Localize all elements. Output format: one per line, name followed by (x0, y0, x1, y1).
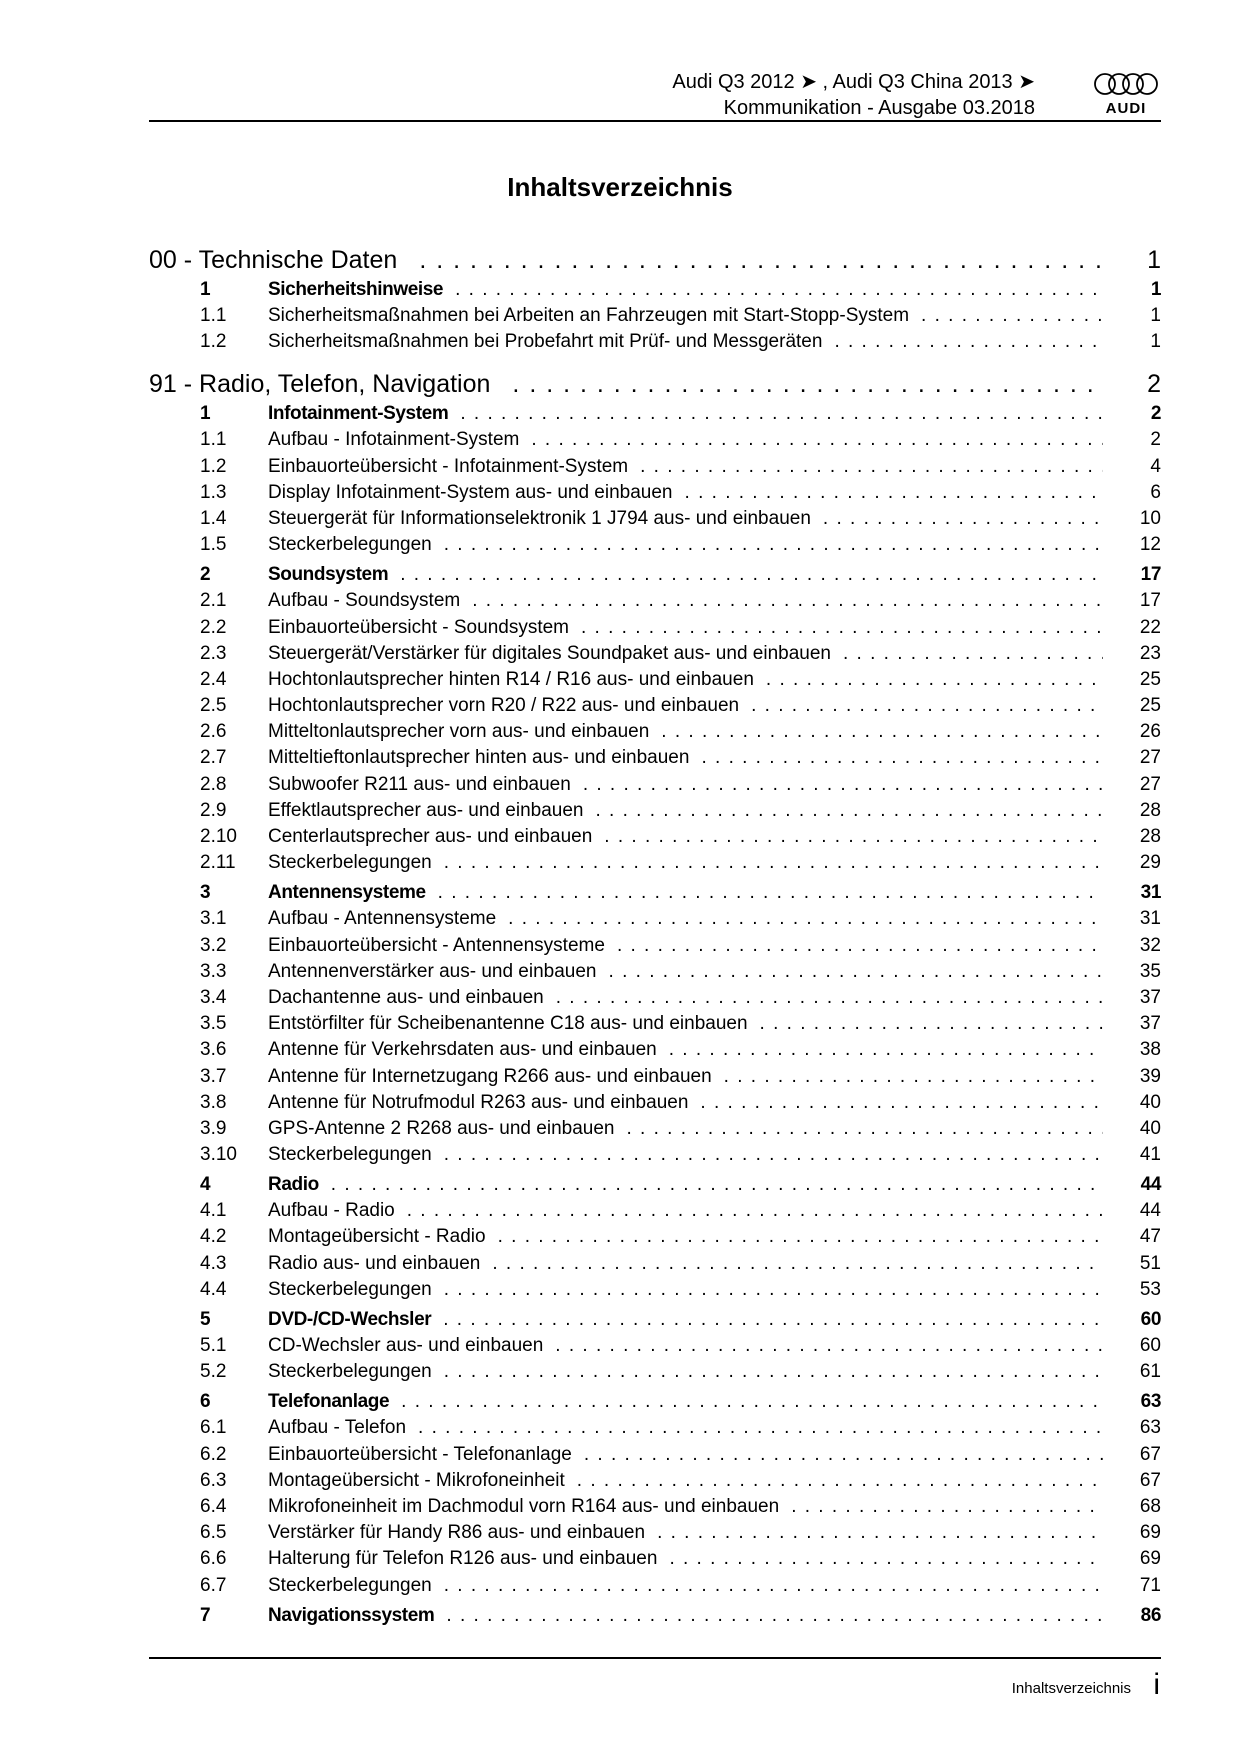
dot-leader (407, 1198, 1103, 1224)
toc-page-number: 69 (1139, 1548, 1161, 1570)
dot-leader (556, 985, 1103, 1011)
toc-page-number: 67 (1139, 1443, 1161, 1465)
toc-title[interactable]: Subwoofer R211 aus- und einbauen (268, 773, 571, 795)
toc-page-number: 37 (1139, 1013, 1161, 1035)
toc-page-number: 86 (1140, 1604, 1161, 1626)
toc-entry[interactable] (149, 667, 1161, 693)
toc-title[interactable]: Steuergerät/Verstärker für digitales Soundpaket aus- und einbauen (268, 642, 831, 664)
toc-number: 6.1 (200, 1417, 227, 1439)
toc-entry[interactable] (149, 506, 1161, 532)
dot-leader (492, 1251, 1103, 1277)
toc-page-number: 28 (1139, 826, 1161, 847)
header-vehicle-line: Audi Q3 2012 ➤ , Audi Q3 China 2013 ➤ (672, 71, 1035, 93)
audi-logo-text: AUDI (1105, 100, 1147, 117)
toc-entry[interactable] (149, 824, 1161, 850)
header-divider (149, 120, 1161, 122)
dot-leader (555, 1333, 1103, 1359)
dot-leader (640, 454, 1103, 480)
toc-page-number: 25 (1139, 668, 1161, 690)
toc-title[interactable]: Einbauorteübersicht - Soundsystem (268, 616, 569, 638)
toc-page-number: 17 (1140, 564, 1161, 586)
toc-title[interactable]: Hochtonlautsprecher hinten R14 / R16 aus- und einbauen (268, 668, 754, 690)
toc-section[interactable] (149, 401, 1161, 427)
dot-leader (584, 1442, 1103, 1468)
toc-entry[interactable] (149, 641, 1161, 667)
toc-chapter[interactable] (149, 244, 1161, 277)
toc-entry[interactable] (149, 1037, 1161, 1063)
toc-title[interactable]: Soundsystem (268, 564, 389, 586)
toc-section[interactable] (149, 1389, 1161, 1415)
toc-title[interactable]: Hochtonlautsprecher vorn R20 / R22 aus- und einbauen (268, 695, 740, 717)
toc-entry[interactable] (149, 1064, 1161, 1090)
toc-section[interactable] (149, 1307, 1161, 1333)
dot-leader (595, 798, 1103, 824)
toc-entry[interactable] (149, 1415, 1161, 1441)
toc-title[interactable]: Montageübersicht - Mikrofoneinheit (268, 1469, 565, 1491)
toc-number: 6.3 (200, 1469, 227, 1491)
toc-entry[interactable] (149, 588, 1161, 614)
toc-entry[interactable] (149, 1198, 1161, 1224)
toc-number: 1.2 (200, 455, 227, 477)
toc-number: 3.7 (200, 1065, 227, 1087)
toc-title[interactable]: Aufbau - Antennensysteme (268, 908, 497, 930)
dot-leader (921, 303, 1103, 329)
toc-title[interactable]: Aufbau - Infotainment-System (268, 429, 520, 451)
dot-leader (583, 772, 1103, 798)
dot-leader (617, 933, 1103, 959)
toc-page-number: 29 (1139, 852, 1161, 874)
dot-leader (444, 1277, 1103, 1303)
toc-number: 6.2 (200, 1443, 227, 1465)
toc-number: 7 (200, 1604, 211, 1626)
toc-number: 2.2 (200, 616, 227, 638)
toc-entry[interactable] (149, 454, 1161, 480)
dot-leader (455, 277, 1103, 303)
toc-page-number: 35 (1139, 960, 1161, 982)
dot-leader (418, 1415, 1103, 1441)
toc-entry[interactable] (149, 1442, 1161, 1468)
toc-page-number: 61 (1139, 1361, 1161, 1383)
toc-page-number: 1 (1150, 279, 1161, 300)
toc-entry[interactable] (149, 1359, 1161, 1385)
toc-number: 2.5 (200, 695, 227, 717)
toc-page-number: 38 (1139, 1039, 1161, 1061)
dot-leader (751, 693, 1103, 719)
toc-title[interactable]: Steckerbelegungen (268, 852, 432, 874)
toc-title[interactable]: Steuergerät für Informationselektronik 1 J794 aus- und einbauen (268, 507, 811, 529)
toc-number: 3.3 (200, 960, 227, 982)
toc-title[interactable]: CD-Wechsler aus- und einbauen (268, 1335, 544, 1356)
toc-title[interactable]: DVD-/CD-Wechsler (268, 1309, 432, 1330)
toc-title[interactable]: Sicherheitsmaßnahmen bei Arbeiten an Fahrzeugen mit Start-Stopp-System (268, 305, 910, 326)
toc-title[interactable]: GPS-Antenne 2 R268 aus- und einbauen (268, 1117, 615, 1139)
toc-entry[interactable] (149, 427, 1161, 453)
toc-title[interactable]: Antenne für Verkehrsdaten aus- und einbauen (268, 1039, 657, 1061)
toc-page-number: 60 (1140, 1309, 1161, 1330)
dot-leader (508, 906, 1103, 932)
toc-number: 1.1 (200, 305, 227, 326)
dot-leader (843, 641, 1103, 667)
toc-page-number: 63 (1140, 1391, 1161, 1413)
toc-page-number: 17 (1139, 590, 1161, 612)
toc-title[interactable]: Sicherheitsmaßnahmen bei Probefahrt mit Prüf- und Messgeräten (268, 331, 823, 353)
dot-leader (669, 1037, 1103, 1063)
dot-leader (760, 1011, 1103, 1037)
dot-leader (626, 1116, 1103, 1142)
toc-page-number: 27 (1139, 773, 1161, 795)
toc-number: 6.5 (200, 1522, 227, 1544)
toc-page-number: 63 (1139, 1417, 1161, 1439)
toc-page-number: 2 (1150, 429, 1161, 451)
dot-leader (401, 1389, 1103, 1415)
dot-leader (498, 1224, 1103, 1250)
toc-entry[interactable] (149, 1333, 1161, 1359)
toc-section[interactable] (149, 880, 1161, 906)
toc-title[interactable]: Einbauorteübersicht - Infotainment-System (268, 455, 629, 477)
dot-leader (669, 1546, 1103, 1572)
toc-entry[interactable] (149, 906, 1161, 932)
toc-number: 5.1 (200, 1335, 227, 1356)
toc-page-number: 40 (1139, 1117, 1161, 1139)
toc-entry[interactable] (149, 1224, 1161, 1250)
dot-leader (791, 1494, 1103, 1520)
toc-number: 3.8 (200, 1091, 227, 1113)
dot-leader (331, 1172, 1103, 1198)
toc-number: 2 (200, 564, 211, 586)
toc-entry[interactable] (149, 1546, 1161, 1572)
toc-page-number: 67 (1139, 1469, 1161, 1491)
toc-entry[interactable] (149, 329, 1161, 355)
toc-title[interactable]: Entstörfilter für Scheibenantenne C18 aus- und einbauen (268, 1013, 748, 1035)
toc-section[interactable] (149, 1603, 1161, 1629)
toc-page-number: 12 (1139, 534, 1161, 556)
toc-page-number: 69 (1139, 1522, 1161, 1544)
dot-leader (661, 719, 1103, 745)
dot-leader (444, 850, 1103, 876)
toc-entry[interactable] (149, 850, 1161, 876)
toc-entry[interactable] (149, 933, 1161, 959)
toc-title[interactable]: Aufbau - Soundsystem (268, 590, 461, 612)
toc-title[interactable]: Radio aus- und einbauen (268, 1252, 481, 1274)
toc-title[interactable]: Steckerbelegungen (268, 534, 432, 556)
toc-entry[interactable] (149, 1520, 1161, 1546)
toc-entry[interactable] (149, 1468, 1161, 1494)
footer-divider (149, 1657, 1161, 1659)
dot-leader (834, 329, 1103, 355)
toc-number: 3.10 (200, 1144, 237, 1166)
toc-page-number: 28 (1139, 799, 1161, 821)
toc-page-number: 27 (1139, 747, 1161, 769)
audi-rings-icon (1093, 72, 1159, 96)
toc-section[interactable] (149, 1172, 1161, 1198)
toc-entry[interactable] (149, 985, 1161, 1011)
toc-page-number: 44 (1140, 1174, 1161, 1196)
toc-number: 4.3 (200, 1252, 227, 1274)
dot-leader (577, 1468, 1103, 1494)
toc-title[interactable]: Mitteltonlautsprecher vorn aus- und einbauen (268, 721, 650, 743)
toc-number: 3.6 (200, 1039, 227, 1061)
toc-entry[interactable] (149, 1142, 1161, 1168)
toc-title[interactable]: Dachantenne aus- und einbauen (268, 986, 544, 1008)
toc-title[interactable]: Telefonanlage (268, 1391, 390, 1413)
header-edition-line: Kommunikation - Ausgabe 03.2018 (723, 97, 1035, 119)
dot-leader (685, 480, 1103, 506)
toc-title[interactable]: Steckerbelegungen (268, 1361, 432, 1383)
toc-number: 4.4 (200, 1278, 227, 1300)
toc-number: 4 (200, 1174, 211, 1196)
toc-number: 1.3 (200, 481, 227, 503)
toc-page-number: 41 (1139, 1144, 1161, 1166)
toc-chapter[interactable] (149, 368, 1161, 401)
toc-entry[interactable] (149, 1277, 1161, 1303)
toc-page-number: 37 (1139, 986, 1161, 1008)
dot-leader (823, 506, 1103, 532)
toc-number: 1.1 (200, 429, 227, 451)
toc-title[interactable]: Navigationssystem (268, 1604, 435, 1626)
toc-number: 2.6 (200, 721, 227, 743)
toc-page-number: 39 (1139, 1065, 1161, 1087)
toc-page-number: 26 (1139, 721, 1161, 743)
toc-entry[interactable] (149, 1573, 1161, 1599)
toc-number: 2.10 (200, 826, 237, 847)
toc-title[interactable]: Mikrofoneinheit im Dachmodul vorn R164 aus- und einbauen (268, 1495, 780, 1517)
toc-number: 1.2 (200, 331, 227, 353)
toc-page-number: 71 (1139, 1574, 1161, 1596)
dot-leader (472, 588, 1103, 614)
toc-number: 2.1 (200, 590, 227, 612)
toc-number: 2.11 (200, 852, 236, 874)
toc-number: 3 (200, 882, 211, 904)
toc-number: 1 (200, 279, 211, 300)
toc-number: 6.7 (200, 1574, 227, 1596)
toc-title[interactable]: Verstärker für Handy R86 aus- und einbauen (268, 1522, 646, 1544)
toc-number: 1.4 (200, 507, 227, 529)
toc-page-number: 31 (1139, 908, 1161, 930)
toc-title[interactable]: Steckerbelegungen (268, 1574, 432, 1596)
toc-page-number: 25 (1139, 695, 1161, 717)
dot-leader (444, 1142, 1103, 1168)
toc-number: 2.3 (200, 642, 227, 664)
toc-title[interactable]: Einbauorteübersicht - Telefonanlage (268, 1443, 572, 1465)
toc-number: 4.1 (200, 1200, 227, 1222)
toc-page-number: 1 (1150, 331, 1161, 353)
dot-leader (443, 1307, 1103, 1333)
toc-entry[interactable] (149, 772, 1161, 798)
toc-number: 2.4 (200, 668, 227, 690)
toc-page-number: 4 (1150, 455, 1161, 477)
toc-title[interactable]: Einbauorteübersicht - Antennensysteme (268, 934, 605, 956)
toc-title[interactable]: Steckerbelegungen (268, 1278, 432, 1300)
toc-entry[interactable] (149, 798, 1161, 824)
toc-entry[interactable] (149, 1116, 1161, 1142)
toc-entry[interactable] (149, 532, 1161, 558)
dot-leader (438, 880, 1103, 906)
dot-leader (531, 427, 1103, 453)
toc-number: 1.5 (200, 534, 227, 556)
toc-entry[interactable] (149, 1494, 1161, 1520)
toc-page-number: 32 (1139, 934, 1161, 956)
toc-title[interactable]: Aufbau - Radio (268, 1200, 395, 1222)
dot-leader (460, 401, 1103, 427)
toc-page-number: 40 (1139, 1091, 1161, 1113)
toc-title[interactable]: Radio (268, 1174, 319, 1196)
toc-section[interactable] (149, 562, 1161, 588)
toc-entry[interactable] (149, 959, 1161, 985)
toc-page-number: 10 (1139, 507, 1161, 529)
toc-page-number: 6 (1150, 481, 1161, 503)
toc-number: 4.2 (200, 1226, 227, 1248)
toc-entry[interactable] (149, 1090, 1161, 1116)
toc-page-number: 1 (1147, 246, 1161, 274)
toc-number: 2.8 (200, 773, 227, 795)
dot-leader (766, 667, 1103, 693)
dot-leader (609, 959, 1103, 985)
toc-page-number: 51 (1139, 1252, 1161, 1274)
audi-logo (1093, 72, 1159, 118)
dot-leader (444, 532, 1103, 558)
dot-leader (581, 615, 1103, 641)
toc-number: 2.7 (200, 747, 227, 769)
toc-title[interactable]: Centerlautsprecher aus- und einbauen (268, 826, 593, 847)
toc-title[interactable]: 91 - Radio, Telefon, Navigation (149, 370, 491, 399)
toc-page-number: 2 (1150, 403, 1161, 425)
toc-title[interactable]: Steckerbelegungen (268, 1144, 432, 1166)
toc-number: 3.1 (200, 908, 227, 930)
dot-leader (444, 1573, 1103, 1599)
dot-leader (657, 1520, 1103, 1546)
toc-page-number: 60 (1139, 1335, 1161, 1356)
dot-leader (701, 745, 1103, 771)
toc-entry[interactable] (149, 480, 1161, 506)
toc-entry[interactable] (149, 719, 1161, 745)
toc-title[interactable]: Sicherheitshinweise (268, 279, 444, 300)
toc-entry[interactable] (149, 1011, 1161, 1037)
toc-page-number: 47 (1139, 1226, 1161, 1248)
toc-page-number: 23 (1139, 642, 1161, 664)
toc-number: 3.9 (200, 1117, 227, 1139)
toc-title[interactable]: Antennensysteme (268, 882, 426, 904)
toc-page-number: 22 (1139, 616, 1161, 638)
toc-page-number: 1 (1150, 305, 1161, 326)
page-title: Inhaltsverzeichnis (507, 172, 733, 202)
toc-page-number: 44 (1139, 1200, 1161, 1222)
toc-number: 6.4 (200, 1495, 227, 1517)
toc-number: 3.4 (200, 986, 227, 1008)
table-of-contents (149, 244, 1161, 1629)
toc-page-number: 68 (1139, 1495, 1161, 1517)
toc-entry[interactable] (149, 693, 1161, 719)
toc-entry[interactable] (149, 615, 1161, 641)
toc-number: 5 (200, 1309, 211, 1330)
dot-leader (604, 824, 1103, 850)
toc-title[interactable]: Infotainment-System (268, 403, 449, 425)
toc-title[interactable]: Display Infotainment-System aus- und einbauen (268, 481, 673, 503)
toc-title[interactable]: Effektlautsprecher aus- und einbauen (268, 799, 584, 821)
toc-entry[interactable] (149, 303, 1161, 329)
toc-page-number: 31 (1140, 882, 1161, 904)
toc-page-number: 53 (1139, 1278, 1161, 1300)
toc-number: 3.5 (200, 1013, 227, 1035)
toc-number: 5.2 (200, 1361, 227, 1383)
dot-leader (512, 368, 1103, 401)
toc-title[interactable]: 00 - Technische Daten (149, 246, 398, 274)
toc-section[interactable] (149, 277, 1161, 303)
toc-number: 1 (200, 403, 211, 425)
footer-page-number: i (1153, 1668, 1160, 1701)
dot-leader (444, 1359, 1103, 1385)
dot-leader (700, 1090, 1103, 1116)
footer-label: Inhaltsverzeichnis (1011, 1680, 1131, 1697)
toc-number: 2.9 (200, 799, 227, 821)
dot-leader (419, 244, 1103, 277)
toc-number: 6.6 (200, 1548, 227, 1570)
dot-leader (446, 1603, 1103, 1629)
dot-leader (724, 1064, 1103, 1090)
toc-title[interactable]: Montageübersicht - Radio (268, 1226, 486, 1248)
toc-title[interactable]: Mitteltieftonlautsprecher hinten aus- und einbauen (268, 747, 690, 769)
toc-title[interactable]: Antenne für Internetzugang R266 aus- und einbauen (268, 1065, 712, 1087)
toc-title[interactable]: Aufbau - Telefon (268, 1417, 407, 1439)
toc-title[interactable]: Halterung für Telefon R126 aus- und einbauen (268, 1548, 658, 1570)
toc-entry[interactable] (149, 745, 1161, 771)
toc-number: 6 (200, 1391, 211, 1413)
toc-page-number: 2 (1147, 370, 1161, 399)
toc-entry[interactable] (149, 1251, 1161, 1277)
dot-leader (400, 562, 1103, 588)
toc-number: 3.2 (200, 934, 227, 956)
toc-title[interactable]: Antennenverstärker aus- und einbauen (268, 960, 597, 982)
toc-title[interactable]: Antenne für Notrufmodul R263 aus- und einbauen (268, 1091, 689, 1113)
